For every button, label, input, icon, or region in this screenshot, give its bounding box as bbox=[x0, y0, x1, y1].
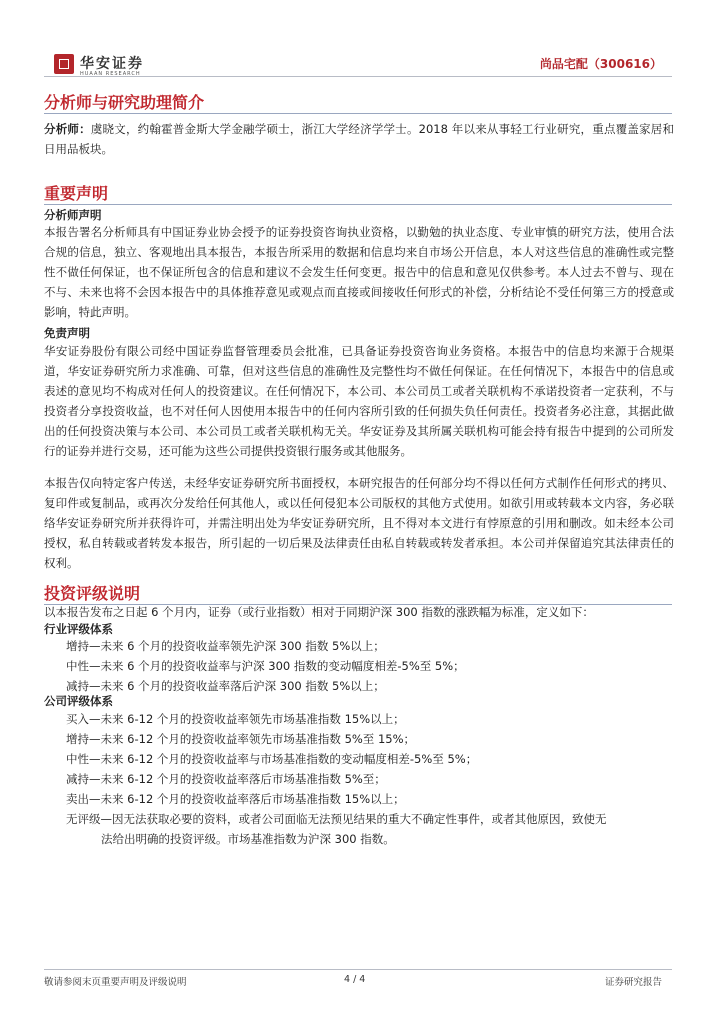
report-stock-title: 尚品宅配（300616） bbox=[539, 57, 662, 71]
rating-intro: 以本报告发布之日起 6 个月内，证券（或行业指数）相对于同期沪深 300 指数的涨跌幅为标准，定义如下： bbox=[44, 605, 594, 619]
analyst-bio bbox=[44, 119, 674, 159]
disclaimer-heading: 免责声明 bbox=[44, 326, 90, 340]
company-logo-icon bbox=[54, 54, 74, 74]
header-divider bbox=[44, 76, 672, 77]
footer-note: 敬请参阅末页重要声明及评级说明 bbox=[44, 977, 187, 988]
footer-divider bbox=[44, 969, 672, 970]
list-item: 买入—未来 6-12 个月的投资收益率领先市场基准指数 15%以上； bbox=[66, 712, 405, 726]
analyst-bio-text: 虞晓文，约翰霍普金斯大学金融学硕士，浙江大学经济学学士。2018 年以来从事轻工行业研究，重点覆盖家居和日用品板块。 bbox=[44, 122, 675, 156]
section-divider bbox=[44, 113, 672, 114]
analyst-statement-heading: 分析师声明 bbox=[44, 208, 102, 222]
disclaimer-paragraph-2: 本报告仅向特定客户传送，未经华安证券研究所书面授权，本研究报告的任何部分均不得以任何方式制作任何形式的拷贝、复印件或复制品，或再次分发给任何其他人，或以任何侵犯本公司版权的其他方式使用。如欲引用或转载本文内容，务必联络华安证券研究所并获得许可，并需注明出处为华安证券研究所，且不得对本文进行有悖原意的引用和删改。如未经本公司授权，私自转载或者转发本报告，所引起的一切后果及法律责任由私自转载或转发者承担。本公司并保留追究其法律责任的权利。 bbox=[44, 476, 674, 570]
list-item: 中性—未来 6 个月的投资收益率与沪深 300 指数的变动幅度相差-5%至 5%； bbox=[66, 659, 465, 673]
no-rating-line-2: 法给出明确的投资评级。市场基准指数为沪深 300 指数。 bbox=[101, 832, 395, 846]
industry-rating-heading: 行业评级体系 bbox=[44, 622, 113, 636]
rating-section-title: 投资评级说明 bbox=[44, 584, 141, 603]
section-divider bbox=[44, 204, 672, 205]
list-item: 卖出—未来 6-12 个月的投资收益率落后市场基准指数 15%以上； bbox=[66, 792, 405, 806]
list-item: 中性—未来 6-12 个月的投资收益率与市场基准指数的变动幅度相差-5%至 5%； bbox=[66, 752, 478, 766]
analyst-section-title: 分析师与研究助理简介 bbox=[44, 93, 205, 112]
footer-report-type: 证券研究报告 bbox=[604, 977, 662, 988]
list-item: 减持—未来 6 个月的投资收益率落后沪深 300 指数 5%以上； bbox=[66, 679, 385, 693]
disclaimer-paragraph-1: 华安证券股份有限公司经中国证券监督管理委员会批准，已具备证券投资咨询业务资格。本报告中的信息均来源于合规渠道，华安证券研究所力求准确、可靠，但对这些信息的准确性及完整性均不做任何保证。在任何情况下，本报告中的信息或表述的意见均不构成对任何人的投资建议。在任何情况下，本公司、本公司员工或者关联机构不承诺投资者一定获利，不与投资者分享投资收益，也不对任何人因使用本报告中的任何内容所引致的任何损失负任何责任。投资者务必注意，其据此做出的任何投资决策与本公司、本公司员工或者关联机构无关。华安证券及其所属关联机构可能会持有报告中提到的公司所发行的证券并进行交易，还可能为这些公司提供投资银行服务或其他服务。 bbox=[44, 344, 674, 458]
no-rating-line-1: 无评级—因无法获取必要的资料，或者公司面临无法预见结果的重大不确定性事件，或者其他原因，致使无 bbox=[66, 812, 607, 826]
page-number: 4 / 4 bbox=[344, 974, 366, 985]
logo-text: 华安证券 bbox=[80, 56, 144, 72]
analyst-label: 分析师： bbox=[44, 122, 91, 136]
list-item: 减持—未来 6-12 个月的投资收益率落后市场基准指数 5%至； bbox=[66, 772, 386, 786]
list-item: 增持—未来 6 个月的投资收益率领先沪深 300 指数 5%以上； bbox=[66, 639, 385, 653]
declaration-section-title: 重要声明 bbox=[44, 184, 109, 203]
logo-subtext: HUAAN RESEARCH bbox=[80, 71, 141, 77]
company-rating-heading: 公司评级体系 bbox=[44, 694, 113, 708]
no-rating-item bbox=[66, 809, 672, 849]
list-item: 增持—未来 6-12 个月的投资收益率领先市场基准指数 5%至 15%； bbox=[66, 732, 416, 746]
analyst-statement-text: 本报告署名分析师具有中国证券业协会授予的证券投资咨询执业资格，以勤勉的执业态度、专业审慎的研究方法，使用合法合规的信息，独立、客观地出具本报告，本报告所采用的数据和信息均来自市场公开信息，本人对这些信息的准确性或完整性不做任何保证，也不保证所包含的信息和建议不会发生任何变更。报告中的信息和意见仅供参考。本人过去不曾与、现在不与、未来也将不会因本报告中的具体推荐意见或观点而直接或间接收任何形式的补偿，分析结论不受任何第三方的授意或影响，特此声明。 bbox=[44, 225, 674, 319]
